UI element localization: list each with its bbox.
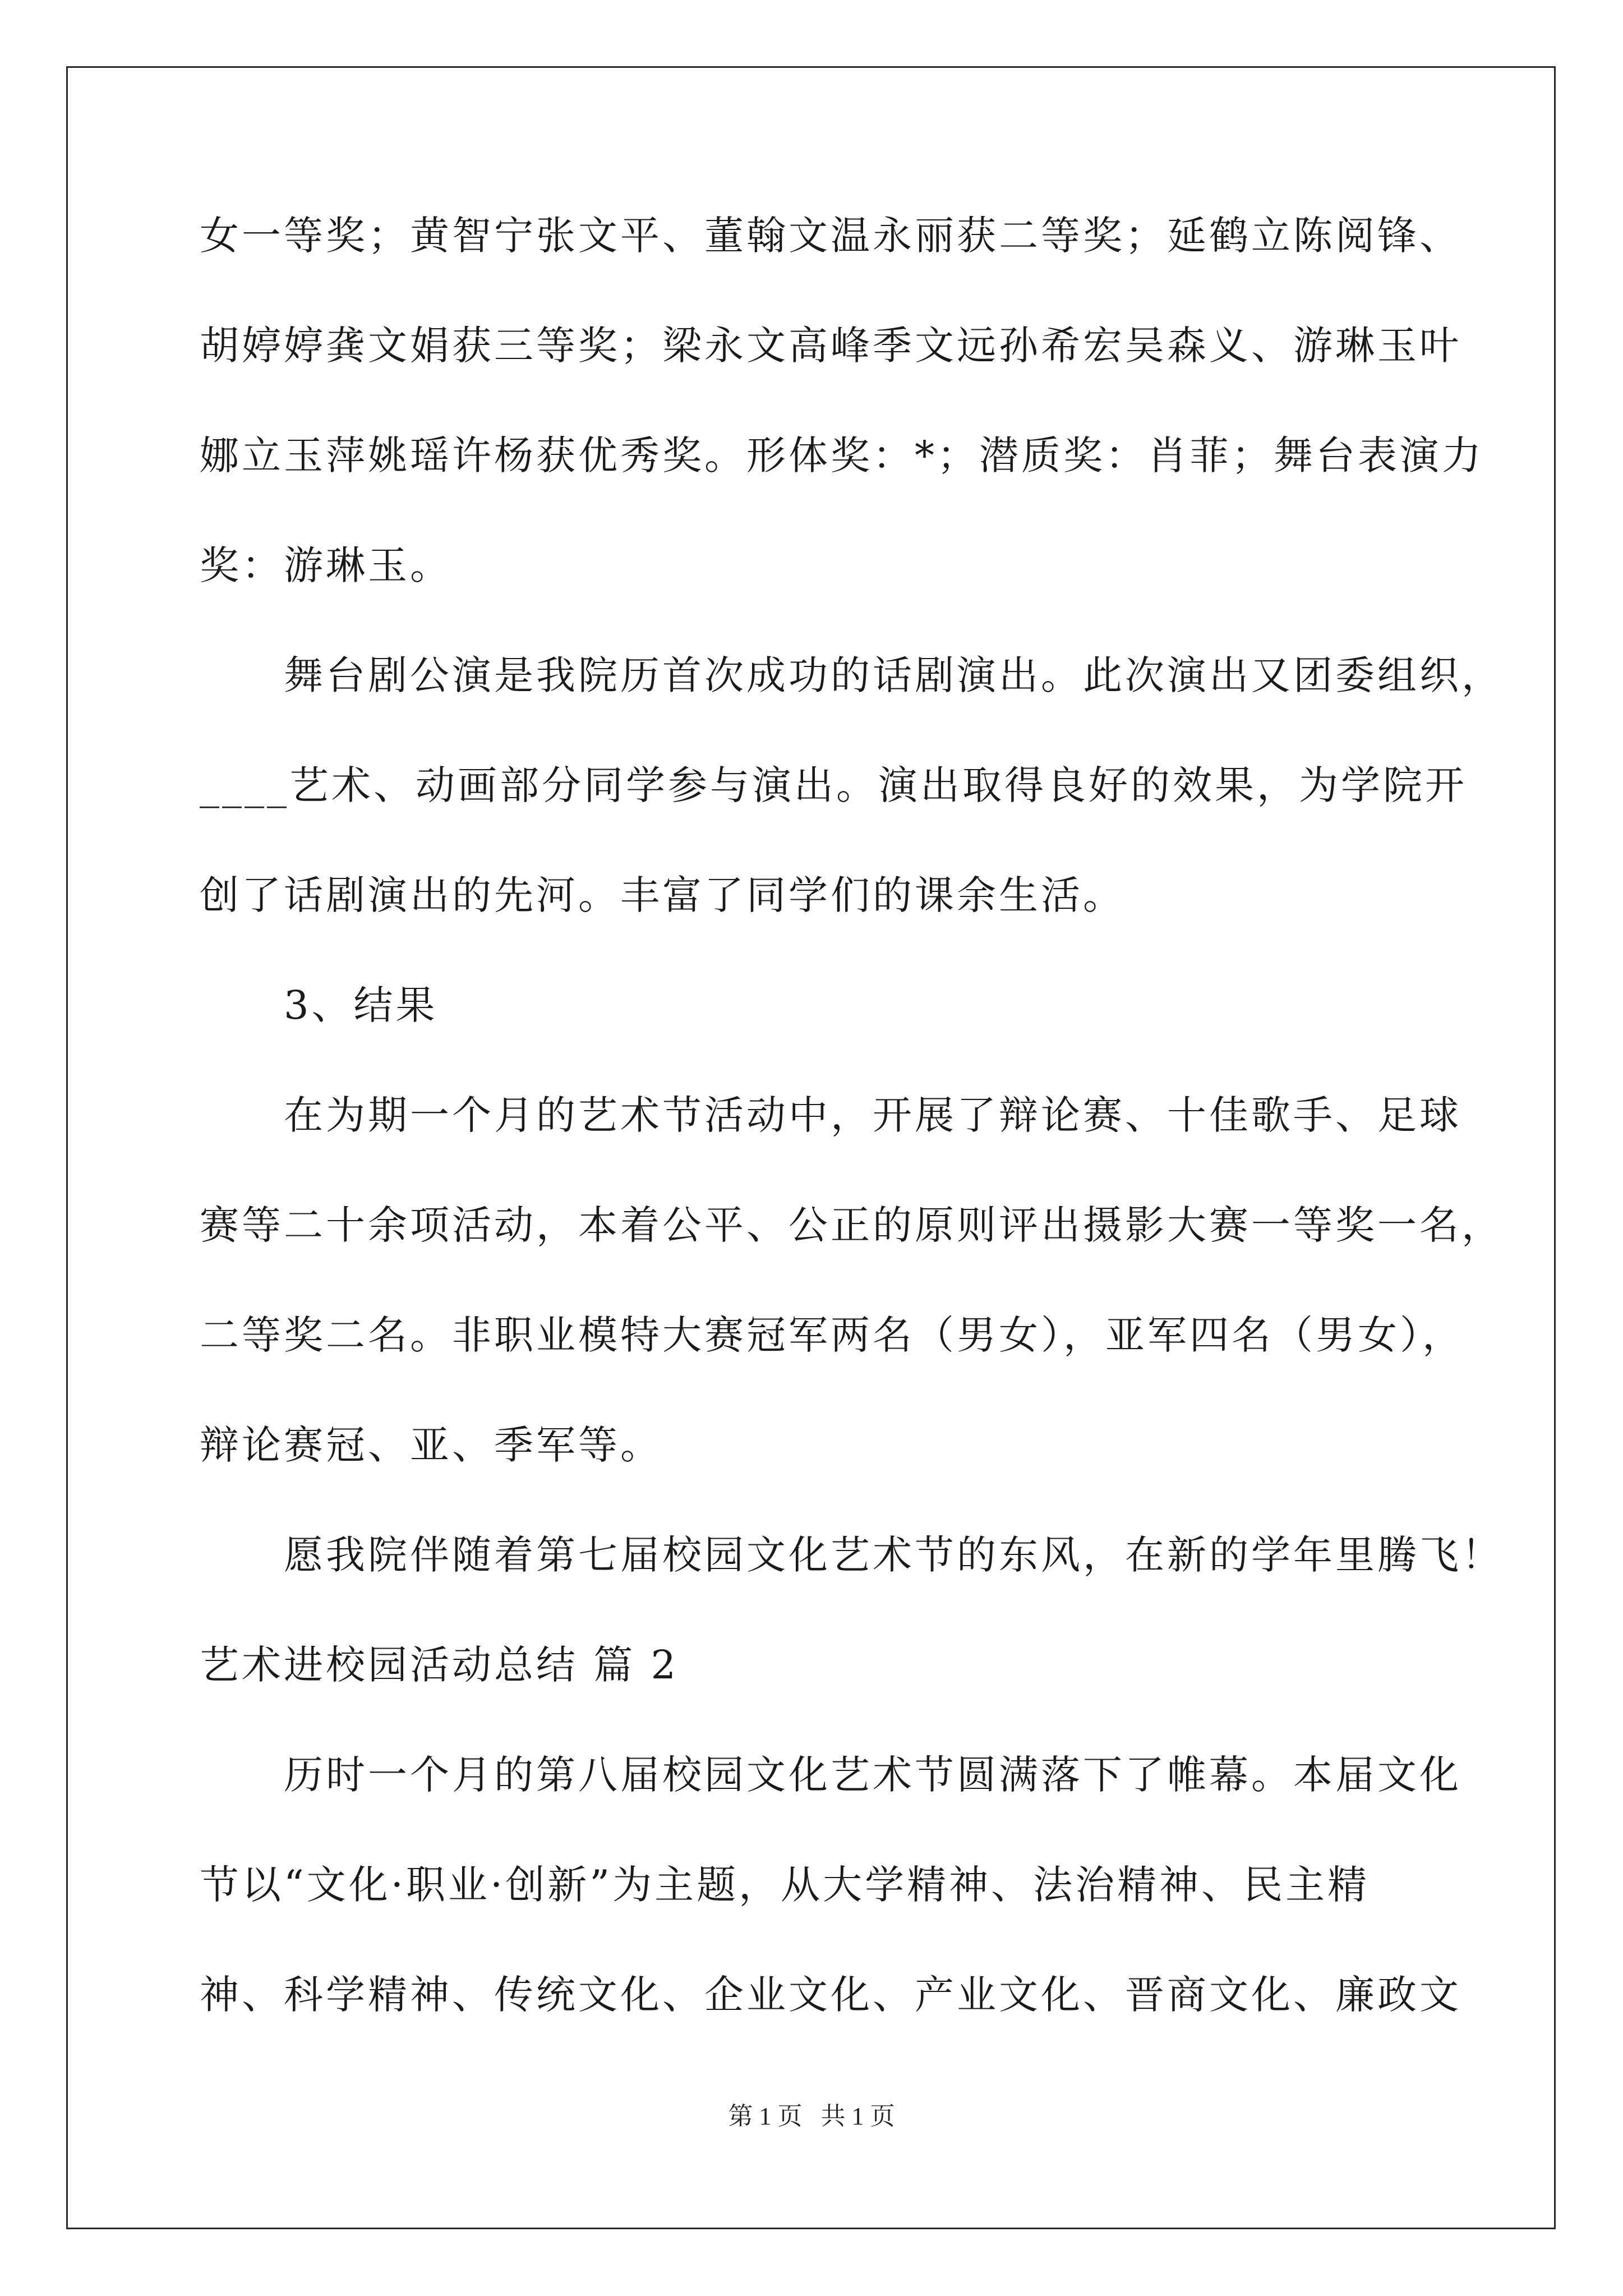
paragraph-line: 创了话剧演出的先河。丰富了同学们的课余生活。 — [200, 872, 1125, 918]
article-title: 艺术进校园活动总结 篇 2 — [200, 1642, 679, 1688]
paragraph-line: 胡婷婷龚文娟获三等奖；梁永文高峰季文远孙希宏吴森义、游琳玉叶 — [200, 323, 1461, 369]
paragraph-line: 女一等奖；黄智宁张文平、董翰文温永丽获二等奖；延鹤立陈阅锋、 — [200, 213, 1461, 259]
paragraph-line: 舞台剧公演是我院历首次成功的话剧演出。此次演出又团委组织， — [284, 652, 1504, 698]
paragraph-line: 节以“文化·职业·创新”为主题，从大学精神、法治精神、民主精 — [200, 1862, 1370, 1908]
paragraph-line: 娜立玉萍姚瑶许杨获优秀奖。形体奖：*；潜质奖：肖菲；舞台表演力 — [200, 432, 1484, 478]
paragraph-line: 辩论赛冠、亚、季军等。 — [200, 1422, 662, 1468]
paragraph-line: 神、科学精神、传统文化、企业文化、产业文化、晋商文化、廉政文 — [200, 1972, 1461, 2018]
paragraph-line: 奖：游琳玉。 — [200, 542, 452, 588]
section-heading: 3、结果 — [284, 982, 438, 1028]
paragraph-line: 愿我院伴随着第七届校园文化艺术节的东风，在新的学年里腾飞！ — [284, 1532, 1504, 1578]
paragraph-line: ____艺术、动画部分同学参与演出。演出取得良好的效果，为学院开 — [200, 762, 1467, 808]
paragraph-line: 在为期一个月的艺术节活动中，开展了辩论赛、十佳歌手、足球 — [284, 1092, 1461, 1138]
paragraph-line: 赛等二十余项活动，本着公平、公正的原则评出摄影大赛一等奖一名， — [200, 1202, 1504, 1248]
paragraph-line: 二等奖二名。非职业模特大赛冠军两名（男女），亚军四名（男女）， — [200, 1312, 1464, 1358]
page-footer: 第 1 页 共 1 页 — [728, 2102, 895, 2130]
paragraph-line: 历时一个月的第八届校园文化艺术节圆满落下了帷幕。本届文化 — [284, 1752, 1461, 1798]
